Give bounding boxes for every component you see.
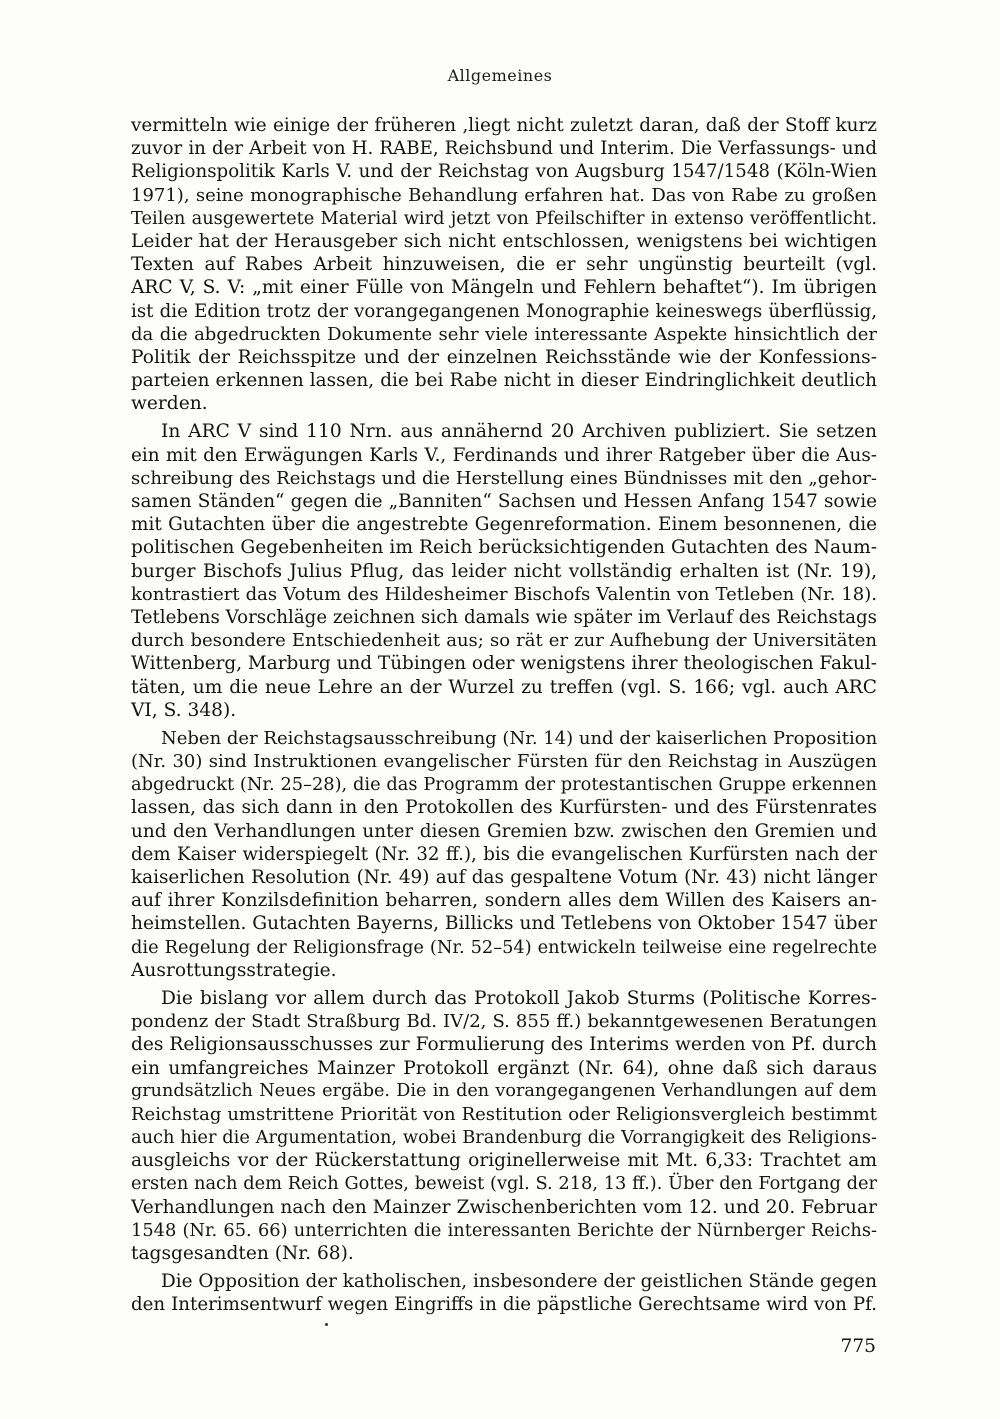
page-number: 775 bbox=[840, 1336, 876, 1357]
text-line: kontrastiert das Votum des Hildesheimer Bischofs Valentin von Tetleben (Nr. 18). bbox=[131, 583, 877, 605]
paragraph-5 bbox=[131, 1270, 877, 1316]
text-line: Texten auf Rabes Arbeit hinzuweisen, die er sehr ungünstig beurteilt (vgl. bbox=[131, 254, 877, 276]
text-line: Teilen ausgewertete Material wird jetzt von Pfeilschifter in extenso veröffentlicht. bbox=[131, 207, 877, 229]
text-line: VI, S. 348). bbox=[131, 699, 237, 721]
text-line: heimstellen. Gutachten Bayerns, Billicks und Tetlebens von Oktober 1547 über bbox=[131, 913, 877, 935]
text-line: die Regelung der Religionsfrage (Nr. 52–54) entwickeln teilweise eine regelrechte bbox=[131, 936, 877, 958]
paragraph-2 bbox=[131, 420, 877, 721]
print-speck bbox=[325, 1323, 328, 1326]
text-line: Religionspolitik Karls V. und der Reichstag von Augsburg 1547/1548 (Köln-Wien bbox=[131, 161, 877, 183]
text-line: auch hier die Argumentation, wobei Brandenburg die Vorrangigkeit des Religions- bbox=[131, 1127, 877, 1149]
paragraph-3 bbox=[131, 727, 877, 982]
text-line: Reichstag umstrittene Priorität von Restitution oder Religionsvergleich bestimmt bbox=[131, 1103, 877, 1125]
text-line: werden. bbox=[131, 393, 208, 415]
text-line: Ausrottungsstrategie. bbox=[131, 959, 337, 981]
text-line: ist die Edition trotz der vorangegangenen Monographie keineswegs überflüssig, bbox=[131, 300, 877, 322]
text-line: Verhandlungen nach den Mainzer Zwischenberichten vom 12. und 20. Februar bbox=[131, 1196, 877, 1218]
text-line: Die Opposition der katholischen, insbesondere der geistlichen Stände gegen bbox=[161, 1271, 877, 1293]
text-line: da die abgedruckten Dokumente sehr viele interessante Aspekte hinsichtlich der bbox=[131, 323, 877, 345]
text-line: 1971), seine monographische Behandlung erfahren hat. Das von Rabe zu großen bbox=[131, 184, 877, 206]
text-line: In ARC V sind 110 Nrn. aus annähernd 20 Archiven publiziert. Sie setzen bbox=[161, 421, 877, 443]
text-line: durch besondere Entschiedenheit aus; so rät er zur Aufhebung der Universitäten bbox=[131, 630, 877, 652]
text-line: kaiserlichen Resolution (Nr. 49) auf das gespaltene Votum (Nr. 43) nicht länger bbox=[131, 867, 877, 888]
text-line: burger Bischofs Julius Pflug, das leider nicht vollständig erhalten ist (Nr. 19), bbox=[131, 560, 877, 582]
text-line: vermitteln wie einige der früheren ,liegt nicht zuletzt daran, daß der Stoff kurz bbox=[131, 115, 877, 136]
text-line: parteien erkennen lassen, die bei Rabe nicht in dieser Eindringlichkeit deutlich bbox=[131, 370, 877, 392]
text-line: tagsgesandten (Nr. 68). bbox=[131, 1243, 354, 1264]
text-line: grundsätzlich Neues ergäbe. Die in den vorangegangenen Verhandlungen auf dem bbox=[131, 1080, 877, 1101]
text-line: schreibung des Reichstags und die Herstellung eines Bündnisses mit den „gehor- bbox=[131, 467, 877, 489]
text-line: mit Gutachten über die angestrebte Gegenreformation. Einem besonnenen, die bbox=[131, 514, 877, 536]
text-line: Politik der Reichsspitze und der einzelnen Reichsstände wie der Konfessions- bbox=[131, 346, 877, 368]
text-line: und den Verhandlungen unter diesen Gremien bzw. zwischen den Gremien und bbox=[131, 820, 877, 842]
text-line: auf ihrer Konzilsdefinition beharren, sondern alles dem Willen des Kaisers an- bbox=[131, 890, 877, 912]
text-line: ersten nach dem Reich Gottes, beweist (vgl. S. 218, 13 ff.). Über den Fortgang der bbox=[131, 1173, 877, 1195]
text-line: Leider hat der Herausgeber sich nicht entschlossen, wenigstens bei wichtigen bbox=[131, 230, 877, 252]
text-line: Tetlebens Vorschläge zeichnen sich damals wie später im Verlauf des Reichstags bbox=[131, 606, 877, 628]
text-line: samen Ständen“ gegen die „Banniten“ Sachsen und Hessen Anfang 1547 sowie bbox=[131, 491, 877, 512]
text-line: Die bislang vor allem durch das Protokoll Jakob Sturms (Politische Korres- bbox=[161, 987, 877, 1009]
text-line: abgedruckt (Nr. 25–28), die das Programm der protestantischen Gruppe erkennen bbox=[131, 774, 877, 796]
text-line: lassen, das sich dann in den Protokollen des Kurfürsten- und des Fürstenrates bbox=[131, 797, 877, 819]
text-line: dem Kaiser widerspiegelt (Nr. 32 ff.), bis die evangelischen Kurfürsten nach der bbox=[131, 843, 877, 865]
text-line: Neben der Reichstagsausschreibung (Nr. 14) und der kaiserlichen Proposition bbox=[161, 727, 877, 749]
text-line: täten, um die neue Lehre an der Wurzel zu treffen (vgl. S. 166; vgl. auch ARC bbox=[131, 676, 877, 698]
text-line: den Interimsentwurf wegen Eingriffs in die päpstliche Gerechtsame wird von Pf. bbox=[131, 1294, 877, 1316]
text-line: ein umfangreiches Mainzer Protokoll ergänzt (Nr. 64), ohne daß sich daraus bbox=[131, 1057, 877, 1079]
text-line: pondenz der Stadt Straßburg Bd. IV/2, S. 855 ff.) bekanntgewesenen Beratungen bbox=[131, 1011, 877, 1033]
text-line: ein mit den Erwägungen Karls V., Ferdinands und ihrer Ratgeber über die Aus- bbox=[131, 444, 877, 466]
text-line: ARC V, S. V: „mit einer Fülle von Mängeln und Fehlern behaftet“). Im übrigen bbox=[131, 277, 877, 299]
text-line: (Nr. 30) sind Instruktionen evangelischer Fürsten für den Reichstag in Auszügen bbox=[131, 751, 877, 773]
text-line: 1548 (Nr. 65. 66) unterrichten die interessanten Berichte der Nürnberger Reichs- bbox=[131, 1219, 877, 1241]
paragraph-1 bbox=[131, 114, 877, 415]
running-head: Allgemeines bbox=[447, 66, 553, 85]
text-line: zuvor in der Arbeit von H. RABE, Reichsbund und Interim. Die Verfassungs- und bbox=[131, 138, 877, 160]
text-line: des Religionsausschusses zur Formulierung des Interims werden von Pf. durch bbox=[131, 1034, 877, 1056]
paragraph-4 bbox=[131, 987, 877, 1265]
body-text bbox=[131, 114, 877, 1317]
text-line: Wittenberg, Marburg und Tübingen oder wenigstens ihrer theologischen Fakul- bbox=[131, 653, 877, 675]
text-line: politischen Gegebenheiten im Reich berücksichtigenden Gutachten des Naum- bbox=[131, 537, 877, 559]
text-line: ausgleichs vor der Rückerstattung originellerweise mit Mt. 6,33: Trachtet am bbox=[131, 1150, 877, 1172]
